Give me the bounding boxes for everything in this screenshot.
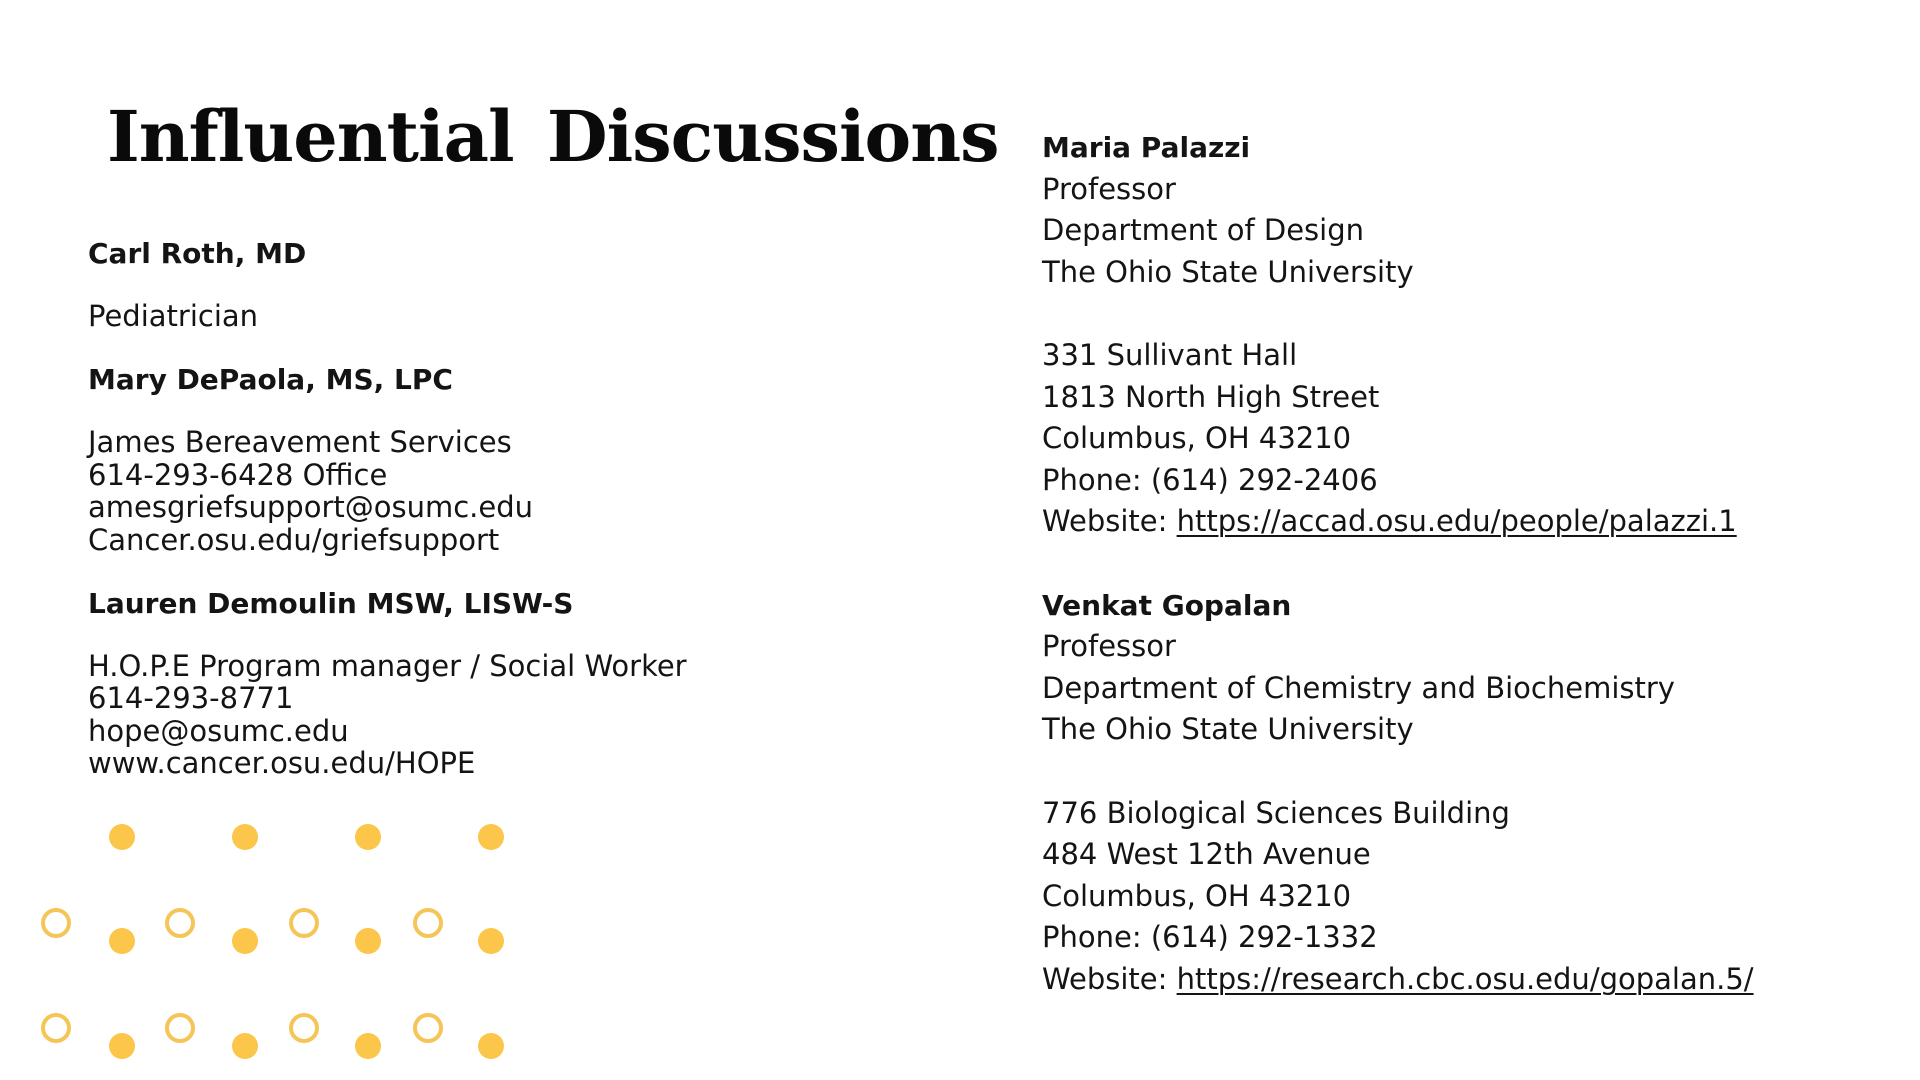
decorative-dot <box>478 824 504 850</box>
decorative-dot <box>355 824 381 850</box>
decorative-ring <box>289 908 319 938</box>
contact-organization: James Bereavement Services <box>88 425 512 460</box>
contact-website <box>1042 501 1902 543</box>
contact-department: Department of Chemistry and Biochemistry <box>1042 670 1675 705</box>
decorative-dot <box>355 928 381 954</box>
contact-city: Columbus, OH 43210 <box>1042 421 1352 456</box>
contact-name: Venkat Gopalan <box>1042 588 1292 622</box>
decorative-dot <box>109 824 135 850</box>
contact-city: Columbus, OH 43210 <box>1042 878 1352 913</box>
contact-website <box>1042 959 1902 1001</box>
contact-department: Department of Design <box>1042 213 1365 248</box>
contact-title: Professor <box>1042 629 1176 664</box>
contact-phone: 614-293-6428 Office <box>88 457 388 492</box>
contact-phone: 614-293-8771 <box>88 681 294 716</box>
website-label: Website: <box>1042 504 1177 539</box>
contact-phone: Phone: (614) 292-1332 <box>1042 920 1378 955</box>
decorative-dot <box>355 1033 381 1059</box>
contact-address-line: 776 Biological Sciences Building <box>1042 795 1510 830</box>
contact-web: Cancer.osu.edu/griefsupport <box>88 522 500 557</box>
website-link[interactable]: https://accad.osu.edu/people/palazzi.1 <box>1176 504 1737 539</box>
decorative-ring <box>413 1013 443 1043</box>
decorative-dot <box>232 928 258 954</box>
right-contact-list <box>1042 127 1902 1000</box>
contact-name: Lauren Demoulin MSW, LISW-S <box>88 587 574 621</box>
decorative-ring <box>289 1013 319 1043</box>
contact-address-line: 1813 North High Street <box>1042 379 1380 414</box>
contact-email: hope@osumc.edu <box>88 713 349 748</box>
page-title: Influential Discussions <box>107 95 999 178</box>
decorative-ring <box>41 1013 71 1043</box>
contact-title: Professor <box>1042 171 1176 206</box>
decorative-dot <box>109 1033 135 1059</box>
decorative-dot <box>478 1033 504 1059</box>
decorative-ring <box>41 908 71 938</box>
decorative-dot <box>232 824 258 850</box>
contact-name: Carl Roth, MD <box>88 237 307 270</box>
left-contact-list <box>88 236 988 780</box>
contact-name: Mary DePaola, MS, LPC <box>88 363 453 397</box>
contact-web: www.cancer.osu.edu/HOPE <box>88 746 476 781</box>
contact-university: The Ohio State University <box>1042 712 1414 747</box>
contact-phone: Phone: (614) 292-2406 <box>1042 462 1378 497</box>
contact-address-line: 331 Sullivant Hall <box>1042 337 1298 372</box>
website-label: Website: <box>1042 961 1177 996</box>
decorative-ring <box>165 1013 195 1043</box>
contact-role: H.O.P.E Program manager / Social Worker <box>88 649 687 684</box>
decorative-ring <box>165 908 195 938</box>
contact-address-line: 484 West 12th Avenue <box>1042 837 1371 872</box>
decorative-dot <box>109 928 135 954</box>
decorative-dot <box>232 1033 258 1059</box>
decorative-dot <box>478 928 504 954</box>
contact-email: amesgriefsupport@osumc.edu <box>88 490 534 525</box>
website-link[interactable]: https://research.cbc.osu.edu/gopalan.5/ <box>1176 961 1754 996</box>
contact-role: Pediatrician <box>88 299 259 333</box>
decorative-ring <box>413 908 443 938</box>
contact-university: The Ohio State University <box>1042 254 1414 289</box>
contact-name: Maria Palazzi <box>1042 131 1251 164</box>
